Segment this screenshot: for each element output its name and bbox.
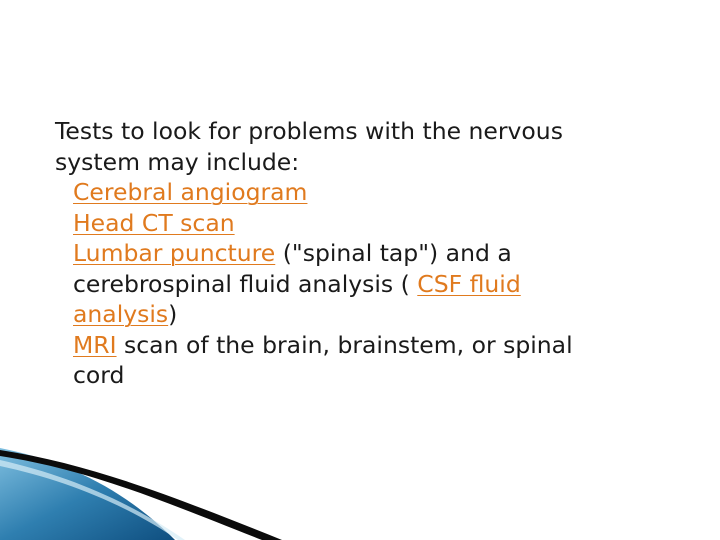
link-cerebral-angiogram[interactable]: Cerebral angiogram: [73, 178, 308, 206]
bullet-cerebral-angiogram: [55, 177, 655, 208]
slide-body: [55, 116, 655, 391]
bullet-text: scan of the brain, brainstem, or spinal: [116, 330, 573, 359]
bullet-box-icon: [55, 330, 69, 360]
link-head-ct-scan[interactable]: Head CT scan: [73, 208, 235, 237]
bullet-text: ("spinal tap") and a: [275, 239, 512, 267]
bullet-text-continued: cord: [73, 361, 125, 389]
link-mri[interactable]: MRI: [73, 330, 117, 359]
bullet-box-icon: [55, 238, 69, 268]
bullet-lumbar-puncture: [55, 238, 655, 330]
link-csf-analysis[interactable]: analysis: [73, 300, 169, 328]
intro-line-2: system may include:: [55, 147, 300, 176]
bullet-mri: [55, 330, 655, 391]
bullet-box-icon: [55, 177, 69, 207]
bullet-text-continued: cerebrospinal fluid analysis (: [73, 269, 418, 298]
link-lumbar-puncture[interactable]: Lumbar puncture: [73, 239, 276, 267]
bullet-text-end: ): [168, 300, 178, 328]
corner-swoosh-decoration: [0, 440, 300, 540]
bullet-head-ct: [55, 208, 655, 239]
link-csf-fluid[interactable]: CSF fluid: [417, 269, 521, 298]
intro-line-1: Tests to look for problems with the nervous: [55, 117, 563, 145]
bullet-box-icon: [55, 208, 69, 238]
